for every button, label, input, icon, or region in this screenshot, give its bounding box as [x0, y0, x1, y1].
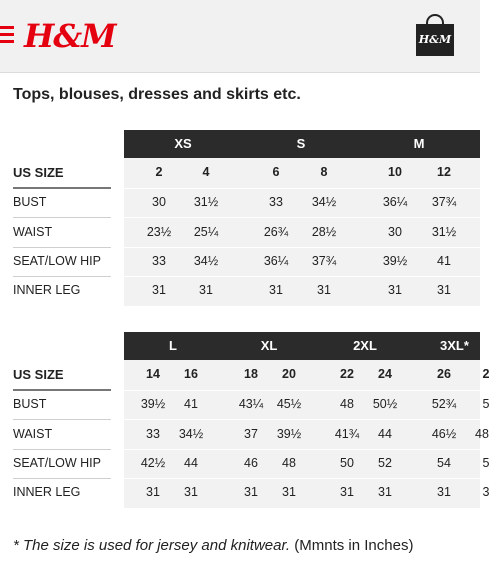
table-row-bust — [0, 188, 480, 217]
row-label: WAIST — [13, 225, 53, 239]
table-cell: 10 — [388, 165, 402, 179]
table-cell: 5 — [482, 456, 490, 470]
shopping-bag-icon[interactable] — [416, 14, 454, 56]
table-cell: 31 — [317, 283, 331, 297]
table-cell: 48 — [340, 397, 354, 411]
table-row-bust — [0, 390, 490, 419]
row-label: SEAT/LOW HIP — [13, 254, 101, 268]
table-cell: 52¾ — [431, 397, 457, 411]
table-cell: 31 — [269, 283, 283, 297]
size-group-s: S — [296, 136, 306, 151]
row-label: INNER LEG — [13, 283, 81, 297]
table-cell: 26¾ — [263, 225, 289, 239]
row-label: BUST — [13, 397, 47, 411]
table-cell: 20 — [282, 367, 296, 381]
table-cell: 39½ — [140, 397, 166, 411]
table-row-us-size — [0, 360, 490, 389]
size-group-xs: XS — [174, 136, 192, 151]
table-cell: 42½ — [140, 456, 166, 470]
table-row-waist — [0, 420, 489, 449]
table-row-seat-low-hip — [0, 449, 490, 478]
row-label: US SIZE — [13, 165, 64, 180]
table-cell: 36¼ — [263, 254, 289, 268]
table-cell: 28½ — [311, 225, 337, 239]
table-cell: 3 — [482, 485, 490, 499]
table-cell: 2 — [155, 165, 163, 179]
footnote-italic: * The size is used for jersey and knitwear. — [13, 537, 291, 554]
app-header — [0, 0, 480, 73]
table-cell: 34½ — [193, 254, 219, 268]
row-label: INNER LEG — [13, 485, 81, 499]
table-cell: 31 — [282, 485, 296, 499]
table-cell: 31 — [437, 485, 451, 499]
row-label: BUST — [13, 195, 47, 209]
table-cell: 36¼ — [382, 195, 408, 209]
table-cell: 14 — [146, 367, 160, 381]
table-cell: 37¾ — [431, 195, 457, 209]
table-cell: 31 — [146, 485, 160, 499]
size-group-m: M — [413, 136, 425, 151]
table-cell: 34½ — [311, 195, 337, 209]
bag-logo: H&M — [416, 24, 454, 56]
table-cell: 12 — [437, 165, 451, 179]
table-cell: 6 — [272, 165, 280, 179]
footnote-plain: (Mmnts in Inches) — [290, 537, 414, 554]
table-cell: 31 — [388, 283, 402, 297]
table-cell: 33 — [152, 254, 166, 268]
table-cell: 8 — [320, 165, 328, 179]
hamburger-icon[interactable] — [0, 26, 14, 44]
table-row-inner-leg — [0, 276, 480, 305]
table-cell: 46 — [244, 456, 258, 470]
table-cell: 31 — [199, 283, 213, 297]
table-cell: 45½ — [276, 397, 302, 411]
table-cell: 37 — [244, 427, 258, 441]
table-cell: 22 — [340, 367, 354, 381]
table-cell: 48 — [475, 427, 489, 441]
table-cell: 50½ — [372, 397, 398, 411]
table-cell: 31 — [340, 485, 354, 499]
row-label: SEAT/LOW HIP — [13, 456, 101, 470]
table-row-seat-low-hip — [0, 247, 480, 276]
table-cell: 48 — [282, 456, 296, 470]
table-row-inner-leg — [0, 478, 490, 507]
row-label: US SIZE — [13, 367, 64, 382]
table-cell: 34½ — [178, 427, 204, 441]
table-cell: 31 — [152, 283, 166, 297]
footnote — [13, 537, 413, 554]
brand-logo[interactable]: H&M — [24, 17, 116, 55]
table-cell: 5 — [482, 397, 490, 411]
table-cell: 41 — [437, 254, 451, 268]
page-title: Tops, blouses, dresses and skirts etc. — [13, 86, 301, 103]
table-cell: 33 — [269, 195, 283, 209]
table-cell: 16 — [184, 367, 198, 381]
table-cell: 18 — [244, 367, 258, 381]
table-cell: 2 — [482, 367, 490, 381]
table-cell: 44 — [378, 427, 392, 441]
table-cell: 31 — [244, 485, 258, 499]
table-cell: 4 — [202, 165, 210, 179]
table-cell: 44 — [184, 456, 198, 470]
table-cell: 39½ — [382, 254, 408, 268]
table-cell: 46½ — [431, 427, 457, 441]
size-group-2xl: 2XL — [353, 338, 377, 353]
table-cell: 37¾ — [311, 254, 337, 268]
row-label: WAIST — [13, 427, 53, 441]
table-cell: 30 — [388, 225, 402, 239]
table-cell: 41¾ — [334, 427, 360, 441]
table-cell: 23½ — [146, 225, 172, 239]
table-cell: 54 — [437, 456, 451, 470]
size-group-3xl: 3XL* — [440, 338, 469, 353]
table-cell: 41 — [184, 397, 198, 411]
table-cell: 31½ — [193, 195, 219, 209]
size-group-l: L — [169, 338, 177, 353]
table-cell: 30 — [152, 195, 166, 209]
table-cell: 31 — [437, 283, 451, 297]
table-cell: 31½ — [431, 225, 457, 239]
table-cell: 31 — [184, 485, 198, 499]
table-cell: 50 — [340, 456, 354, 470]
table-row-us-size — [0, 158, 480, 187]
size-group-xl: XL — [260, 338, 278, 353]
table-cell: 31 — [378, 485, 392, 499]
table-cell: 39½ — [276, 427, 302, 441]
table-cell: 24 — [378, 367, 392, 381]
table-cell: 25¼ — [193, 225, 219, 239]
table-cell: 52 — [378, 456, 392, 470]
table-row-waist — [0, 218, 480, 247]
table-cell: 43¼ — [238, 397, 264, 411]
table-cell: 26 — [437, 367, 451, 381]
table-cell: 33 — [146, 427, 160, 441]
